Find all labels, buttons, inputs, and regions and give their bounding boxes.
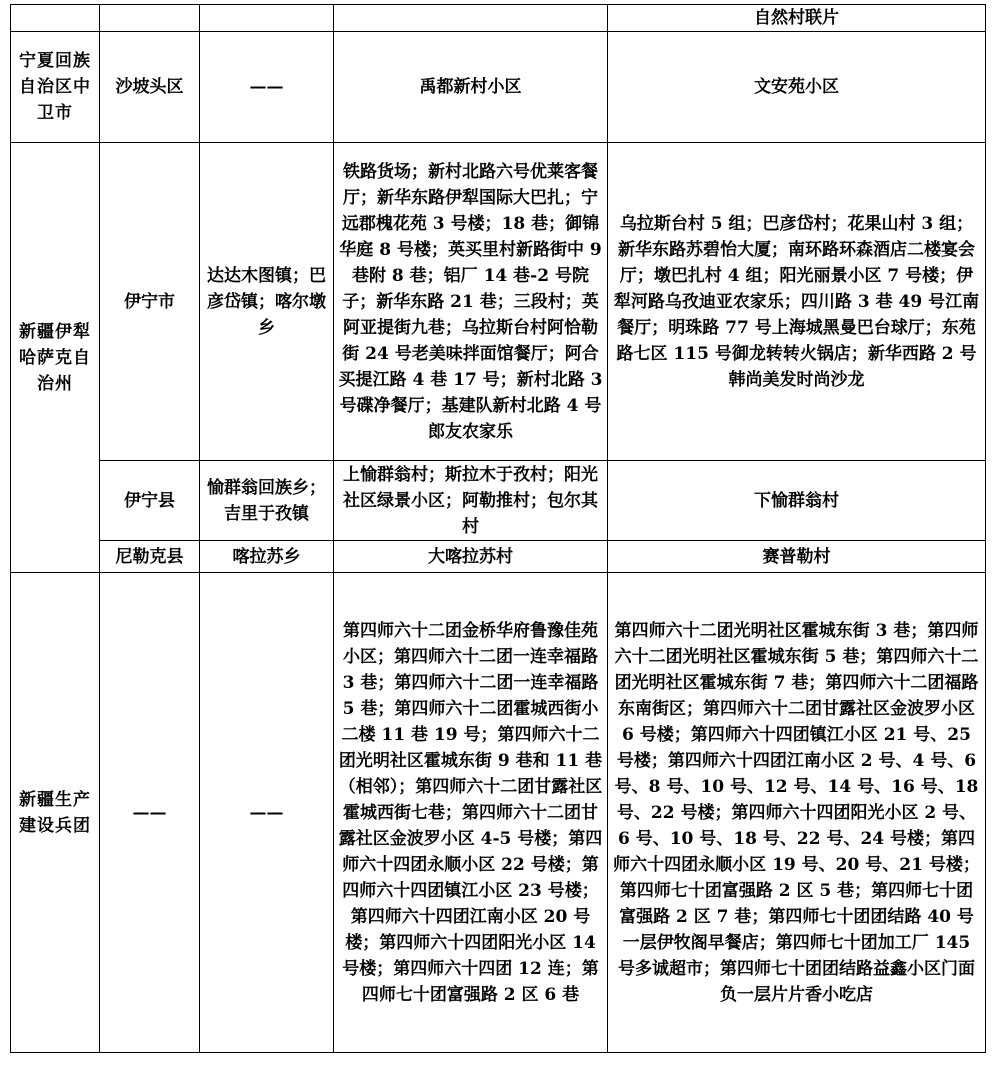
area-a-cell: 大喀拉苏村	[334, 541, 608, 573]
area-a-cell: 第四师六十二团金桥华府鲁豫佳苑小区；第四师六十二团一连幸福路 3 巷；第四师六十二团一连幸福路 5 巷；第四师六十二团霍城西街小二楼 11 巷 19 号；第四师六十二团光明社区霍城东街 9 巷和 11 巷（相邻）；第四师六十二团甘露社区霍城西街七巷；第四师六十二团甘露社区金波罗小区 4-5 号楼；第四师六十四团永顺小区 22 号楼；第四师六十四团镇江小区 23 号楼；第四师六十四团江南小区 20 号楼；第四师六十四团阳光小区 14 号楼；第四师六十四团 12 连；第四师七十团富强路 2 区 6 巷	[334, 573, 608, 1053]
table-row-yining-county	[11, 461, 986, 541]
table-row-yining-city	[11, 143, 986, 461]
header-cell-2	[100, 5, 200, 32]
area-a-cell: 禹都新村小区	[334, 32, 608, 143]
township-cell: 喀拉苏乡	[200, 541, 334, 573]
area-a-cell: 上愉群翁村；斯拉木于孜村；阳光社区绿景小区；阿勒推村；包尔其村	[334, 461, 608, 541]
county-cell: ——	[100, 573, 200, 1053]
header-cell-natural-village: 自然村联片	[608, 5, 986, 32]
prefecture-cell: 新疆生产建设兵团	[11, 573, 100, 1053]
risk-area-table	[10, 4, 986, 1053]
area-b-cell: 下愉群翁村	[608, 461, 986, 541]
area-a-cell: 铁路货场；新村北路六号优莱客餐厅；新华东路伊犁国际大巴扎；宁远郡槐花苑 3 号楼；18 巷；御锦华庭 8 号楼；英买里村新路街中 9 巷附 8 巷；铝厂 14 巷-2 号院子；新华东路 21 巷；三段村；英阿亚提街九巷；乌拉斯台村阿恰勒街 24 号老美味拌面馆餐厅；阿合买提江路 4 巷 17 号；新村北路 3 号碟净餐厅；基建队新村北路 4 号郎友农家乐	[334, 143, 608, 461]
prefecture-cell: 新疆伊犁哈萨克自治州	[11, 143, 100, 573]
township-cell: 达达木图镇；巴彦岱镇；喀尔墩乡	[200, 143, 334, 461]
area-b-cell: 赛普勒村	[608, 541, 986, 573]
prefecture-cell: 宁夏回族自治区中卫市	[11, 32, 100, 143]
county-cell: 伊宁市	[100, 143, 200, 461]
header-cell-3	[200, 5, 334, 32]
table-row-nileke	[11, 541, 986, 573]
county-cell: 伊宁县	[100, 461, 200, 541]
county-cell: 尼勒克县	[100, 541, 200, 573]
header-cell-1	[11, 5, 100, 32]
township-cell: ——	[200, 573, 334, 1053]
township-cell: ——	[200, 32, 334, 143]
table-header-row	[11, 5, 986, 32]
county-cell: 沙坡头区	[100, 32, 200, 143]
header-cell-4	[334, 5, 608, 32]
township-cell: 愉群翁回族乡；吉里于孜镇	[200, 461, 334, 541]
area-b-cell: 文安苑小区	[608, 32, 986, 143]
table-row-bingtuan	[11, 573, 986, 1053]
area-b-cell: 乌拉斯台村 5 组；巴彦岱村；花果山村 3 组；新华东路苏碧怡大厦；南环路环森酒店二楼宴会厅；墩巴扎村 4 组；阳光丽景小区 7 号楼；伊犁河路乌孜迪亚农家乐；四川路 3 巷 49 号江南餐厅；明珠路 77 号上海城黑曼巴台球厅；东苑路七区 115 号御龙转转火锅店；新华西路 2 号韩尚美发时尚沙龙	[608, 143, 986, 461]
table-row-ningxia	[11, 32, 986, 143]
area-b-cell: 第四师六十二团光明社区霍城东街 3 巷；第四师六十二团光明社区霍城东街 5 巷；第四师六十二团光明社区霍城东街 7 巷；第四师六十二团福路东南街区；第四师六十二团甘露社区金波罗小区 6 号楼；第四师六十四团镇江小区 21 号、25 号楼；第四师六十四团江南小区 2 号、4 号、6 号、8 号、10 号、12 号、14 号、16 号、18 号、22 号楼；第四师六十四团阳光小区 2 号、6 号、10 号、18 号、22 号、24 号楼；第四师六十四团永顺小区 19 号、20 号、21 号楼；第四师七十团富强路 2 区 5 巷；第四师七十团富强路 2 区 7 巷；第四师七十团团结路 40 号一层伊牧阁早餐店；第四师七十团加工厂 145 号多诚超市；第四师七十团团结路益鑫小区门面负一层片片香小吃店	[608, 573, 986, 1053]
